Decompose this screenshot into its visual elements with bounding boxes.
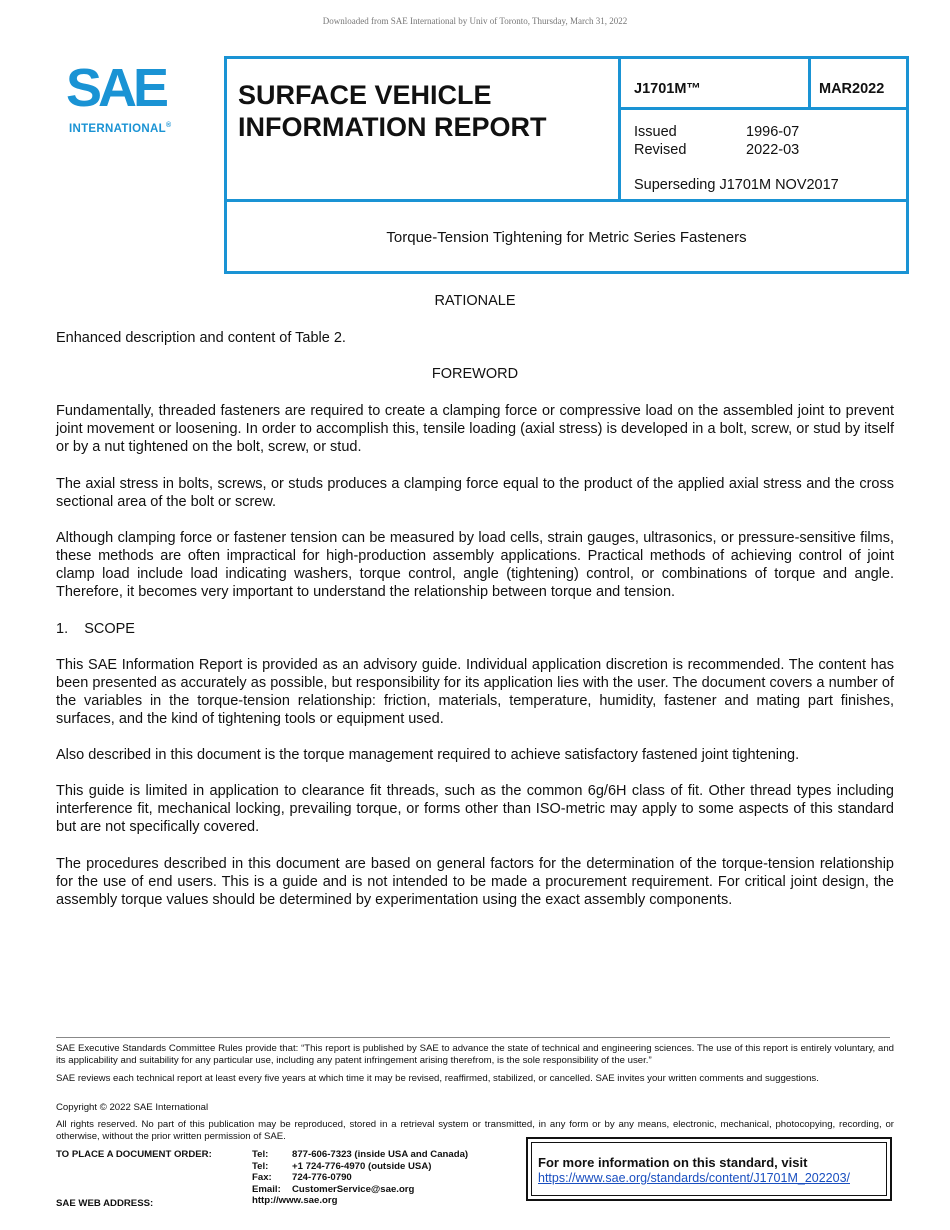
superseding-text: Superseding J1701M NOV2017 <box>634 177 839 193</box>
web-address-value[interactable]: http://www.sae.org <box>252 1195 338 1206</box>
sae-logo-mark: SAE <box>66 58 166 118</box>
issued-label: Issued <box>634 124 677 140</box>
scope-paragraph-3: This guide is limited in application to clearance fit threads, such as the common 6g/6H class of fit. Other thread types including interference fit, mechanical locking, prevailing torque, or forms other than ISO-metric may apply to some aspects of this standard but are not specifically covered. <box>56 783 894 835</box>
doc-title-box <box>224 199 909 274</box>
copyright-text: Copyright © 2022 SAE International <box>56 1102 209 1113</box>
rights-text: All rights reserved. No part of this publication may be reproduced, stored in a retrieval system or transmitted, in any form or by any means, electronic, mechanical, photocopying, recording, or otherwise, without the prior written permission of SAE. <box>56 1119 894 1142</box>
issue-info-box <box>618 107 909 202</box>
review-text: SAE reviews each technical report at least every five years at which time it may be revised, reaffirmed, stabilized, or cancelled. SAE invites your written comments and suggestions. <box>56 1073 819 1084</box>
order-label: TO PLACE A DOCUMENT ORDER: <box>56 1149 212 1160</box>
footer-divider <box>56 1037 890 1038</box>
document-title: Torque-Tension Tightening for Metric Series Fasteners <box>386 229 747 246</box>
contact-labels: Tel: Tel: Fax: Email: http://www.sae.org <box>252 1149 338 1206</box>
web-address-label: SAE WEB ADDRESS: <box>56 1198 154 1209</box>
sae-logo-subtitle: INTERNATIONAL® <box>69 122 172 135</box>
contact-values <box>292 1149 468 1195</box>
download-watermark: Downloaded from SAE International by Univ of Toronto, Thursday, March 31, 2022 <box>322 16 628 26</box>
foreword-paragraph-2: The axial stress in bolts, screws, or studs produces a clamping force equal to the product of the applied axial stress and the cross sectional area of the bolt or screw. <box>56 476 894 510</box>
date-code-box <box>808 56 909 110</box>
phone-international[interactable]: +1 724-776-4970 (outside USA) <box>292 1160 432 1172</box>
date-code: MAR2022 <box>819 81 885 97</box>
revised-label: Revised <box>634 142 687 158</box>
report-type-box <box>224 56 621 202</box>
doc-number: J1701M™ <box>634 81 701 97</box>
issued-value: 1996-07 <box>746 124 800 140</box>
scope-paragraph-4: The procedures described in this document are based on general factors for the determination of the torque-tension relationship for the use of end users. This is a guide and is not intended to be made a procurement requirement. For critical joint design, the assembly torque values should be determined by experimentation using the exact assembly components. <box>56 856 894 908</box>
foreword-paragraph-3: Although clamping force or fastener tension can be measured by load cells, strain gauges, ultrasonics, or pressure-sensitive films, these methods are often impractical for high-production assembly applications. Practical methods of achieving control of joint clamp load include load indicating washers, torque control, angle (tightening) control, or combinations of torque and angle. Therefore, it becomes very important to understand the relationship between torque and tension. <box>56 530 894 600</box>
foreword-heading: FOREWORD <box>431 366 519 382</box>
committee-rules-text: SAE Executive Standards Committee Rules provide that: “This report is published by SAE to advance the state of technical and engineering sciences. The use of this report is entirely voluntary, and its applicability and suitability for any particular use, including any patent infringement arising therefrom, is the sole responsibility of the user.” <box>56 1043 894 1066</box>
scope-paragraph-2: Also described in this document is the torque management required to achieve satisfactory fastened joint tightening. <box>56 747 800 763</box>
more-info-box <box>526 1137 892 1201</box>
fax-number: 724-776-0790 <box>292 1172 352 1183</box>
email-address[interactable]: CustomerService@sae.org <box>292 1183 415 1195</box>
standard-link[interactable]: https://www.sae.org/standards/content/J1701M_202203/ <box>538 1171 850 1185</box>
report-type-title: SURFACE VEHICLE INFORMATION REPORT <box>238 80 547 142</box>
rationale-text: Enhanced description and content of Table 2. <box>56 330 346 346</box>
revised-value: 2022-03 <box>746 142 800 158</box>
doc-number-box <box>618 56 811 110</box>
more-info-title: For more information on this standard, visit <box>538 1155 808 1170</box>
rationale-heading: RATIONALE <box>434 293 516 309</box>
phone-domestic[interactable]: 877-606-7323 (inside USA and Canada) <box>292 1149 469 1160</box>
foreword-paragraph-1: Fundamentally, threaded fasteners are required to create a clamping force or compressive load on the assembled joint to prevent joint movement or loosening. In order to accomplish this, tensile loading (axial stress) is developed in a bolt, screw, or stud by itself or by a nut tightened on the bolt, screw, or stud. <box>56 403 894 455</box>
scope-heading: 1. SCOPE <box>56 621 135 637</box>
scope-paragraph-1: This SAE Information Report is provided as an advisory guide. Individual application discretion is recommended. The content has been presented as accurately as possible, but responsibility for its application lies with the user. The document covers a number of the variables in the torque-tension relationship: friction, materials, temperature, humidity, fastener and mating part finishes, surfaces, and the kind of tightening tools or equipment used. <box>56 657 894 727</box>
